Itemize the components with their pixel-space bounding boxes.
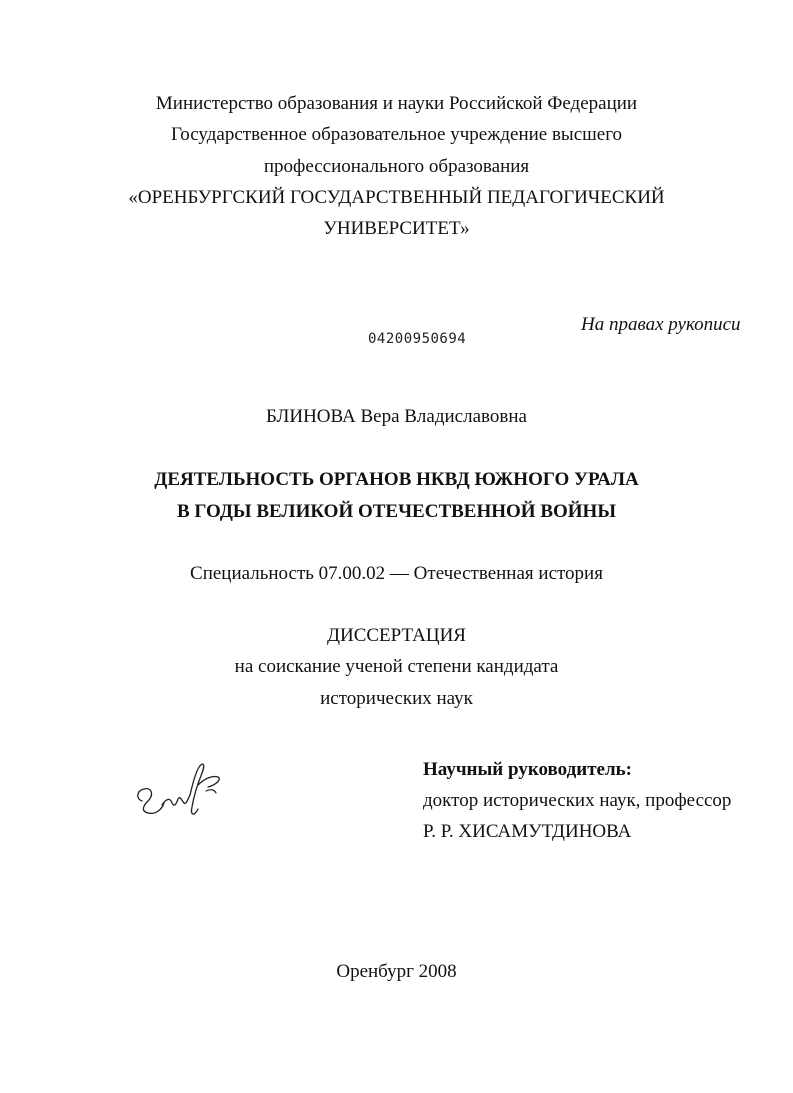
- supervisor-degree: доктор исторических наук, профессор: [423, 790, 732, 811]
- university-line-2: УНИВЕРСИТЕТ»: [323, 218, 470, 239]
- specialty: Специальность 07.00.02 — Отечественная история: [190, 563, 603, 584]
- institution-line-2: профессионального образования: [263, 156, 530, 177]
- registration-number: 04200950694: [368, 331, 467, 347]
- supervisor-label: Научный руководитель:: [423, 759, 632, 780]
- author-name: БЛИНОВА Вера Владиславовна: [266, 406, 527, 427]
- supervisor-name: Р. Р. ХИСАМУТДИНОВА: [423, 821, 632, 842]
- ministry-line: Министерство образования и науки Российской Федерации: [155, 93, 638, 114]
- work-type-heading: ДИССЕРТАЦИЯ: [327, 625, 466, 646]
- handwritten-signature: [132, 755, 228, 823]
- dissertation-title-line-2: В ГОДЫ ВЕЛИКОЙ ОТЕЧЕСТВЕННОЙ ВОЙНЫ: [176, 501, 616, 522]
- rights-note: На правах рукописи: [581, 314, 741, 335]
- institution-line-1: Государственное образовательное учреждение высшего: [170, 124, 623, 145]
- place-year: Оренбург 2008: [336, 961, 457, 982]
- work-type-line-2: исторических наук: [320, 688, 473, 709]
- work-type-line-1: на соискание ученой степени кандидата: [234, 656, 559, 677]
- dissertation-title-line-1: ДЕЯТЕЛЬНОСТЬ ОРГАНОВ НКВД ЮЖНОГО УРАЛА: [154, 469, 639, 490]
- university-line-1: «ОРЕНБУРГСКИЙ ГОСУДАРСТВЕННЫЙ ПЕДАГОГИЧЕСКИЙ: [128, 187, 665, 208]
